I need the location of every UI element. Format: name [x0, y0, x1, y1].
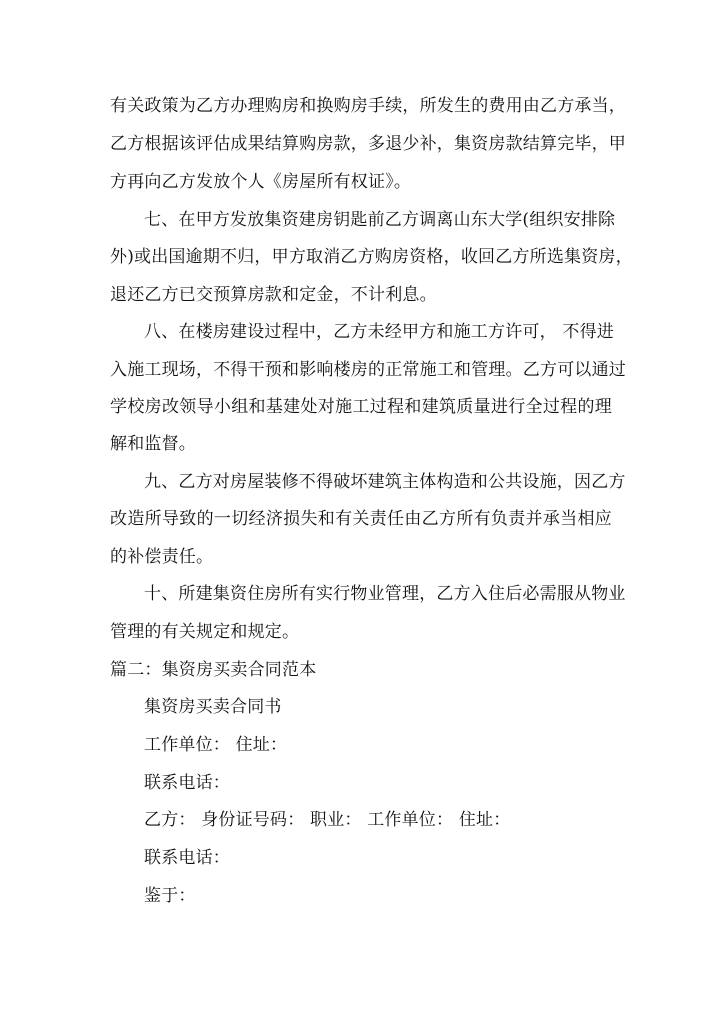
clause-eight-line-4: 解和监督。 — [110, 434, 196, 454]
contract-title: 集资房买卖合同书 — [144, 697, 282, 717]
clause-nine-line-3: 的补偿责任。 — [110, 547, 214, 567]
clause-nine-line-2: 改造所导致的一切经济损失和有关责任由乙方所有负责并承当相应 — [110, 509, 612, 529]
work-unit-address-line: 工作单位： 住址： — [144, 735, 288, 755]
clause-seven-line-1: 七、在甲方发放集资建房钥匙前乙方调离山东大学(组织安排除 — [144, 210, 616, 230]
section-heading: 篇二：集资房买卖合同范本 — [110, 660, 317, 680]
text-line-3: 方再向乙方发放个人《房屋所有权证》。 — [110, 172, 412, 192]
clause-eight-line-3: 学校房改领导小组和基建处对施工过程和建筑质量进行全过程的理 — [110, 397, 612, 417]
text-line-2: 乙方根据该评估成果结算购房款，多退少补，集资房款结算完毕，甲 — [110, 134, 626, 154]
contact-phone-line-1: 联系电话： — [144, 773, 230, 793]
contact-phone-line-2: 联系电话： — [144, 848, 230, 868]
text-line-1: 有关政策为乙方办理购房和换购房手续，所发生的费用由乙方承当， — [110, 96, 626, 116]
clause-eight-line-2: 入施工现场，不得干预和影响楼房的正常施工和管理。乙方可以通过 — [110, 360, 626, 380]
clause-seven-line-3: 退还乙方已交预算房款和定金，不计利息。 — [110, 285, 437, 305]
clause-ten-line-1: 十、所建集资住房所有实行物业管理，乙方入住后必需服从物业 — [144, 584, 626, 604]
whereas-line: 鉴于： — [144, 886, 196, 906]
clause-eight-line-1: 八、在楼房建设过程中，乙方未经甲方和施工方许可， 不得进 — [144, 322, 615, 342]
clause-ten-line-2: 管理的有关规定和规定。 — [110, 622, 300, 642]
party-b-info-line: 乙方： 身份证号码： 职业： 工作单位： 住址： — [144, 810, 511, 830]
clause-seven-line-2: 外)或出国逾期不归，甲方取消乙方购房资格，收回乙方所选集资房， — [110, 247, 633, 267]
clause-nine-line-1: 九、乙方对房屋装修不得破坏建筑主体构造和公共设施，因乙方 — [144, 472, 626, 492]
